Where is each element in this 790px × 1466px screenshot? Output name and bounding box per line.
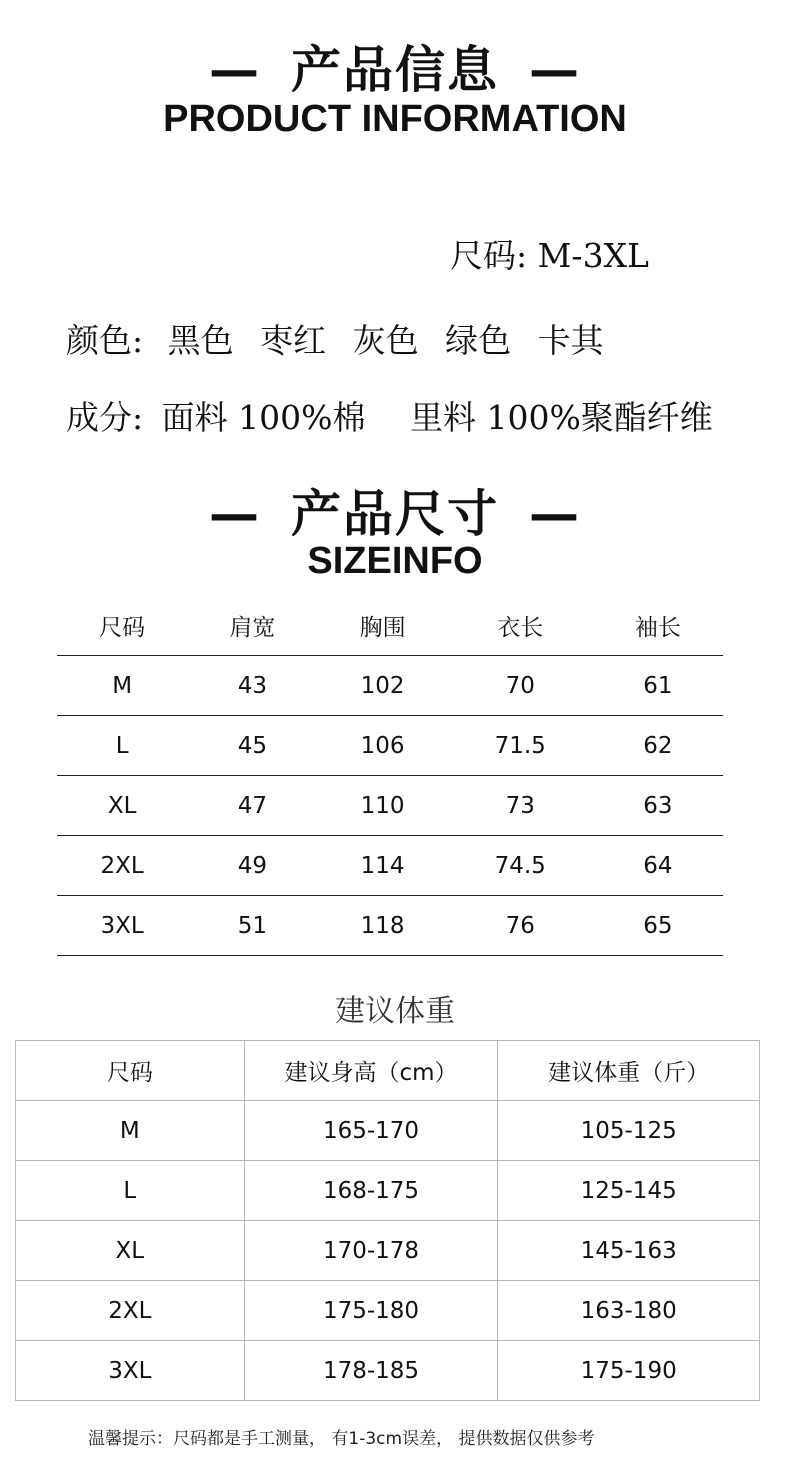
table-cell: 71.5 [448,716,593,776]
header-cell: 尺码 [99,615,146,641]
table-row [57,776,723,836]
header-cell: 建议身高（cm） [244,1041,498,1101]
size-table-header [57,596,723,656]
table-cell: 70 [448,656,593,716]
table-cell: 178-185 [244,1341,498,1401]
table-cell: L [57,716,187,776]
table-cell: 175-180 [244,1281,498,1341]
table-cell: 45 [187,716,317,776]
table-cell: 73 [448,776,593,836]
colors-line [66,315,604,362]
table-cell: M [57,656,187,716]
table-cell: 2XL [57,836,187,896]
table-cell: 145-163 [498,1221,760,1281]
table-cell: 175-190 [498,1341,760,1401]
measurement-tip: 温馨提示：尺码都是手工测量， 有1-3cm误差， 提供数据仅供参考 [88,1429,595,1449]
table-row [16,1161,760,1221]
title-dash-right: — [529,485,581,543]
table-cell: 125-145 [498,1161,760,1221]
header-cell: 衣长 [497,615,544,641]
color-item: 黑色 [167,321,234,360]
title-dash-left: — [209,485,261,543]
table-cell: 51 [187,896,317,956]
size-info-title-en: SIZEINFO [307,540,483,582]
table-cell: L [16,1161,245,1221]
table-cell: 168-175 [244,1161,498,1221]
table-cell: XL [16,1221,245,1281]
table-cell: 106 [317,716,447,776]
table-cell: M [16,1101,245,1161]
size-range-value: M-3XL [537,236,649,275]
table-cell: 74.5 [448,836,593,896]
table-cell: 43 [187,656,317,716]
weight-section-title: 建议体重 [335,994,455,1029]
table-cell: 118 [317,896,447,956]
size-range [450,230,649,277]
table-row [57,836,723,896]
title-cn-text: 产品信息 [291,41,499,99]
header-cell: 胸围 [359,615,406,641]
color-item: 绿色 [445,321,512,360]
table-row [16,1341,760,1401]
table-cell: 3XL [57,896,187,956]
header-cell: 建议体重（斤） [498,1041,760,1101]
header-cell: 尺码 [16,1041,245,1101]
size-title-cn-text: 产品尺寸 [291,485,499,543]
table-row [57,896,723,956]
color-item: 灰色 [352,321,419,360]
table-cell: 61 [593,656,723,716]
size-range-label: 尺码: [450,236,528,275]
title-dash-right: — [529,41,581,99]
size-table [57,596,723,956]
table-row [57,716,723,776]
header-cell: 袖长 [634,615,681,641]
title-dash-left: — [209,41,261,99]
table-cell: 3XL [16,1341,245,1401]
table-row [16,1221,760,1281]
size-info-title [0,474,790,546]
product-info-title-en: PRODUCT INFORMATION [163,98,627,140]
table-cell: 2XL [16,1281,245,1341]
table-row [57,656,723,716]
table-row [16,1101,760,1161]
table-cell: 165-170 [244,1101,498,1161]
table-cell: 170-178 [244,1221,498,1281]
table-cell: 47 [187,776,317,836]
weight-table [15,1040,760,1401]
colors-label: 颜色: [66,321,144,360]
table-cell: 102 [317,656,447,716]
color-item: 枣红 [260,321,327,360]
weight-table-header [16,1041,760,1101]
composition-lining: 里料 100%聚酯纤维 [409,398,713,437]
product-info-title [0,30,790,102]
table-cell: 63 [593,776,723,836]
table-cell: 62 [593,716,723,776]
table-cell: 163-180 [498,1281,760,1341]
table-cell: 49 [187,836,317,896]
table-cell: 64 [593,836,723,896]
table-cell: 105-125 [498,1101,760,1161]
header-cell: 肩宽 [229,615,276,641]
composition-outer: 面料 100%棉 [161,398,366,437]
table-cell: 76 [448,896,593,956]
composition-line [66,392,713,439]
color-item: 卡其 [537,321,604,360]
table-cell: 114 [317,836,447,896]
composition-label: 成分: [66,398,144,437]
table-cell: 65 [593,896,723,956]
table-cell: XL [57,776,187,836]
table-row [16,1281,760,1341]
table-cell: 110 [317,776,447,836]
